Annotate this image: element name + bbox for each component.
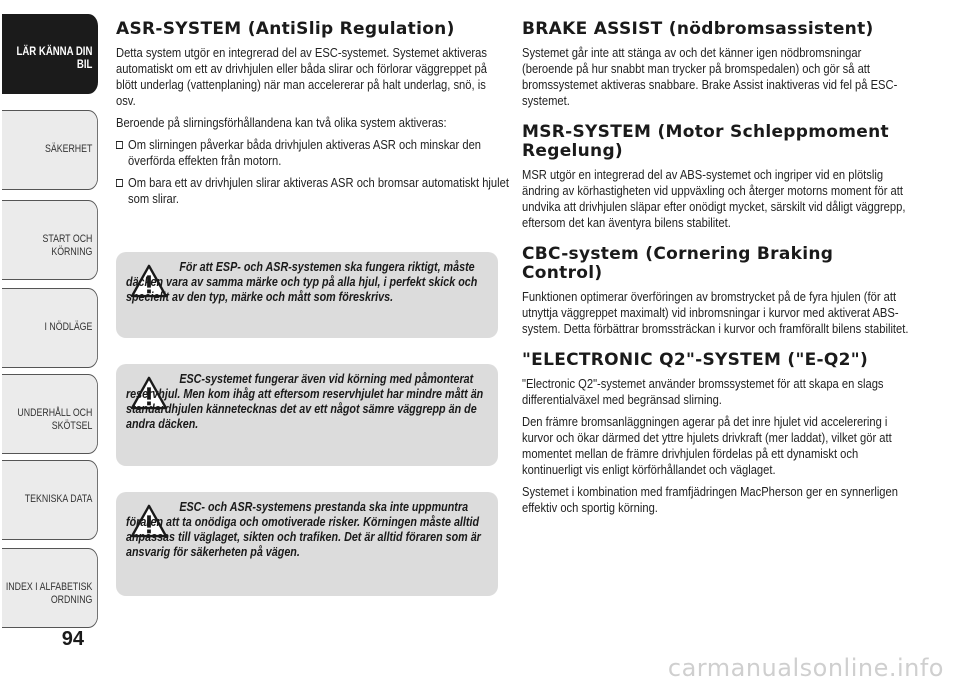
- tab-label: SÄKERHET: [44, 143, 93, 155]
- msr-paragraph: MSR utgör en integrerad del av ABS-systemet och ingriper vid en plötslig ändring av körhastigheten vid uppväxling och återger motorns moment för att undvika att drivhjulen släpar efter onödigt mycket, särskilt vid dåligt väggrepp, eftersom det kan äventyra bilens stabilitet.: [522, 167, 906, 230]
- tab-label: START OCH KÖRNING: [42, 233, 93, 258]
- warning-box-tires: [116, 252, 498, 338]
- tab-label: TEKNISKA DATA: [24, 493, 93, 505]
- warning-text: För att ESP- och ASR-systemen ska fungera riktigt, måste däcken vara av samma märke och typ på alla hjul, i perfekt skick och speciellt av den typ, märke och mått som föreskrivs.: [126, 260, 478, 304]
- brake-assist-heading: BRAKE ASSIST (nödbromsassistent): [522, 19, 874, 39]
- eq2-paragraph-1: "Electronic Q2"-systemet använder bromssystemet för att skapa en slags differentialväxel med begränsad slirning.: [522, 376, 884, 407]
- warning-box-spare-wheel: [116, 364, 498, 466]
- list-item: [116, 175, 511, 207]
- eq2-section: [522, 351, 912, 516]
- tab-underhall-och-skotsel[interactable]: [2, 374, 98, 454]
- msr-section: [522, 123, 912, 231]
- cbc-heading: CBC-system (Cornering Braking Control): [522, 244, 834, 283]
- right-column: [522, 20, 912, 530]
- tab-lar-kanna-din-bil[interactable]: [2, 14, 98, 94]
- tab-index-i-alfabetisk-ordning[interactable]: [2, 548, 98, 628]
- checkbox-bullet-icon: [116, 179, 123, 187]
- page-number: 94: [61, 628, 84, 650]
- tab-label: INDEX I ALFABETISK ORDNING: [5, 581, 93, 606]
- tab-i-nodlage[interactable]: [2, 288, 98, 368]
- asr-bullet-list: [116, 137, 509, 207]
- asr-paragraph-1: Detta system utgör en integrerad del av ESC-systemet. Systemet aktiveras automatiskt om ett av drivhjulen eller båda slirar och förlorar väggreppet på blött underlag (vattenplaning) när man accelererar på halt underlag, snö, is osv.: [116, 45, 487, 108]
- tab-label: LÄR KÄNNA DIN BIL: [16, 44, 93, 71]
- tab-tekniska-data[interactable]: [2, 460, 98, 540]
- left-column: [116, 19, 509, 213]
- eq2-paragraph-3: Systemet i kombination med framfjädringen MacPherson ger en synnerligen effektiv och sportig körning.: [522, 484, 898, 515]
- warning-text: ESC-systemet fungerar även vid körning med påmonterat reservhjul. Men kom ihåg att eftersom reservhjulet har mindre mått än standardhjulen kännetecknas det av ett något sämre väggrepp än de andra däcken.: [126, 372, 484, 431]
- warning-text: ESC- och ASR-systemens prestanda ska inte uppmuntra föraren att ta onödiga och omotiverade risker. Körningen måste alltid anpassas till väglaget, sikten och trafiken. Det är alltid föraren som är ansvarig för säkerheten på vägen.: [126, 500, 481, 559]
- watermark-text: carmanualsonline.info: [667, 654, 944, 682]
- asr-heading: ASR-SYSTEM (AntiSlip Regulation): [116, 19, 455, 39]
- warning-box-driver-responsibility: [116, 492, 498, 596]
- list-item: [116, 137, 511, 169]
- checkbox-bullet-icon: [116, 141, 123, 149]
- tab-label: UNDERHÅLL OCH SKÖTSEL: [17, 407, 93, 432]
- eq2-paragraph-2: Den främre bromsanläggningen agerar på det inre hjulet vid accelerering i kurvor och ökar därmed det yttre hjulets drivkraft (mer laddat), vilket gör att momentet mellan de främre drivhjulen fördelas på ett dynamiskt och kontinuerligt vis enligt körförhållandet och väglaget.: [522, 414, 892, 477]
- brake-assist-section: [522, 20, 912, 109]
- msr-heading: MSR-SYSTEM (Motor Schleppmoment Regelung): [522, 122, 889, 161]
- bullet-text: Om bara ett av drivhjulen slirar aktiveras ASR och bromsar automatiskt hjulet som slirar.: [128, 175, 509, 206]
- tab-label: I NÖDLÄGE: [44, 321, 93, 333]
- tab-sakerhet[interactable]: [2, 110, 98, 190]
- cbc-paragraph: Funktionen optimerar överföringen av bromstrycket på de fyra hjulen (för att utnyttja väggreppet maximalt) vid inbromsningar i kurvor med aktiverat ABS-system. Detta förbättrar bromssträckan i kurvor och framförallt bilens stabilitet.: [522, 289, 909, 336]
- bullet-text: Om slirningen påverkar båda drivhjulen aktiveras ASR och minskar den överförda effekten från motorn.: [128, 137, 482, 168]
- chapter-sidebar: [0, 0, 100, 640]
- cbc-section: [522, 245, 912, 337]
- brake-assist-paragraph: Systemet går inte att stänga av och det känner igen nödbromsningar (beroende på hur snabbt man trycker på bromspedalen) och gör så att bromssystemet aktiveras snabbare. Brake Assist inaktiveras vid fel på ESC-systemet.: [522, 45, 898, 108]
- tab-start-och-korning[interactable]: [2, 200, 98, 280]
- asr-paragraph-2: Beroende på slirningsförhållandena kan två olika system aktiveras:: [116, 115, 447, 130]
- eq2-heading: "ELECTRONIC Q2"-SYSTEM ("E-Q2"): [522, 350, 869, 370]
